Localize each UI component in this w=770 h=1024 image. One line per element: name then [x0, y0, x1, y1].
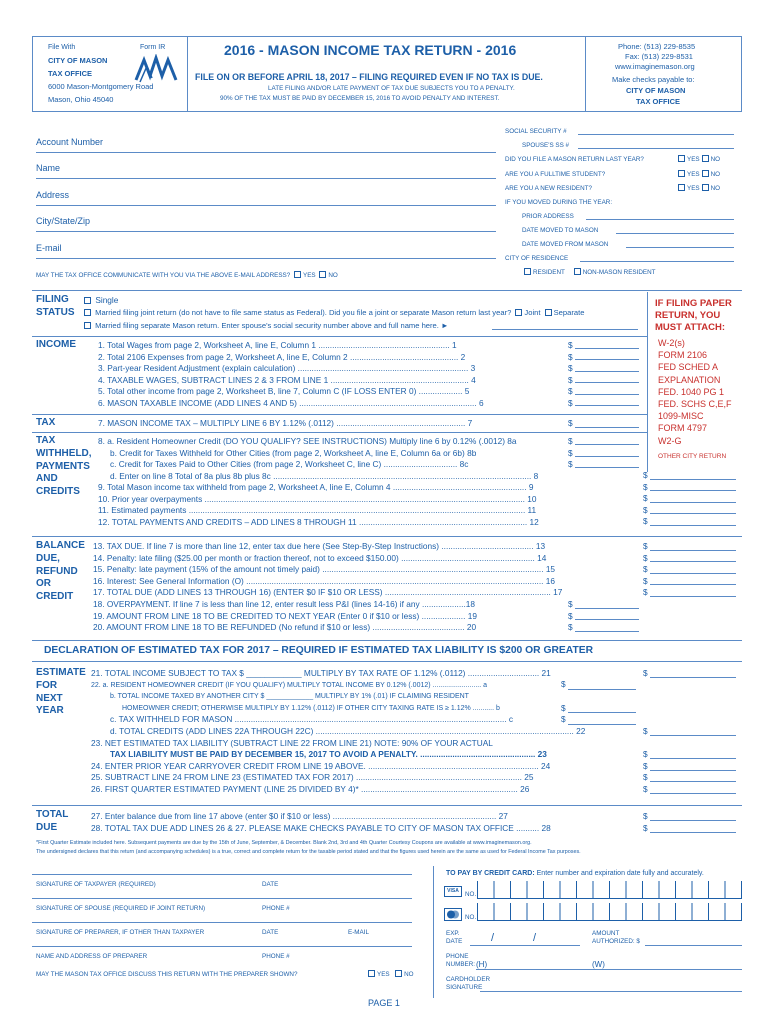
balance-label-line: CREDIT: [36, 591, 74, 603]
credits-dollar-a: $ $ $: [568, 436, 573, 469]
org-city: Mason, Ohio 45040: [48, 95, 114, 104]
student-no-checkbox[interactable]: [702, 170, 709, 177]
email-consent-question: [36, 271, 338, 279]
attach-item: FORM 4797: [658, 423, 708, 434]
amount-field[interactable]: [575, 427, 639, 428]
email-consent-yes-checkbox[interactable]: [294, 271, 301, 278]
filing-label-1: FILING: [36, 294, 69, 305]
city-field[interactable]: [36, 231, 496, 232]
estimate-line-23: 23. NET ESTIMATED TAX LIABILITY (SUBTRACT LINE 22 FROM LINE 21) NOTE: 90% OF YOUR ACTUAL: [91, 737, 493, 748]
income-label: INCOME: [36, 339, 76, 350]
resident-label: RESIDENT: [533, 269, 565, 276]
balance-dollar-b: $ $ $: [568, 599, 573, 633]
spouse-signature-label: SIGNATURE OF SPOUSE (REQUIRED IF JOINT RETURN): [36, 905, 206, 912]
student-no-label: NO: [710, 171, 721, 178]
amount-field[interactable]: [568, 689, 636, 690]
mastercard-icon: [444, 908, 462, 921]
declaration-top-line: [32, 640, 742, 641]
amount-authorized-field[interactable]: [645, 945, 742, 946]
email-consent-no-label: NO: [328, 272, 338, 279]
amount-field[interactable]: [575, 631, 639, 632]
visa-icon: VISA: [444, 886, 462, 897]
estimate-label-line: YEAR: [36, 705, 64, 717]
mason-logo-icon: [134, 54, 178, 84]
amount-field[interactable]: [575, 608, 639, 609]
balance-line-17: 17. TOTAL DUE (ADD LINES 13 THROUGH 16) (ENTER $0 IF $10 OR LESS) ........................................................................ 17: [93, 587, 563, 598]
last-year-yes-checkbox[interactable]: [678, 155, 685, 162]
preparer-signature-label: SIGNATURE OF PREPARER, IF OTHER THAN TAXPAYER: [36, 929, 205, 936]
credit-line-8a: 8. a. Resident Homeowner Credit (DO YOU QUALIFY? SEE INSTRUCTIONS) Multiply line 6 by 0.12% (.0012) 8a: [98, 436, 517, 446]
tax-label: TAX: [36, 417, 56, 428]
total-line-27: 27. Enter balance due from line 17 above (enter $0 if $10 or less) ....................................................................... 27: [91, 811, 508, 821]
income-line-5: 5. Total other income from page 2, Worksheet B, line 7, Column C (IF LOSS ENTER 0) ................... 5: [98, 386, 470, 396]
estimate-label-line: FOR: [36, 679, 58, 691]
new-resident-no-label: NO: [710, 185, 721, 192]
email-consent-no-checkbox[interactable]: [319, 271, 326, 278]
exp-date-label: [446, 930, 462, 946]
tax-dollar: $: [568, 418, 573, 428]
student-question: ARE YOU A FULLTIME STUDENT?: [505, 171, 606, 178]
footnote-declaration: The undersigned declares that this return (and accompanying schedules) is a true, correct and complete return for the taxable period stated and that the figures used herein are the same as used for Federal Income Tax purposes.: [36, 849, 581, 855]
phone-number-field[interactable]: [476, 969, 742, 970]
email-consent-yes-label: YES: [303, 272, 316, 279]
nonresident-label: NON-MASON RESIDENT: [582, 269, 656, 276]
balance-dollar-a: $ $ $ $ $: [643, 541, 648, 598]
cardholder-label-1: CARDHOLDER: [446, 976, 491, 983]
estimate-dollar-a: $: [561, 679, 566, 689]
form-title: 2016 - MASON INCOME TAX RETURN - 2016: [224, 42, 517, 58]
last-year-question: DID YOU FILE A MASON RETURN LAST YEAR?: [505, 156, 644, 163]
discuss-yes-label: YES: [377, 971, 390, 978]
student-options: [676, 170, 720, 178]
discuss-question: MAY THE MASON TAX OFFICE DISCUSS THIS RETURN WITH THE PREPARER SHOWN?: [36, 971, 298, 978]
tax-line-7: 7. MASON INCOME TAX – MULTIPLY LINE 6 BY 1.12% (.0112) ........................................................ 7: [98, 418, 473, 428]
payee-office: TAX OFFICE: [636, 97, 681, 106]
amount-field[interactable]: [650, 561, 736, 562]
balance-lines: [93, 541, 633, 634]
last-year-no-label: NO: [710, 156, 721, 163]
last-year-yes-label: YES: [687, 156, 700, 163]
header-divider-left: [187, 36, 188, 112]
account-number-field[interactable]: [36, 152, 496, 153]
student-yes-checkbox[interactable]: [678, 170, 685, 177]
phone-label-1: PHONE: [446, 953, 469, 960]
declaration-title: DECLARATION OF ESTIMATED TAX FOR 2017 – REQUIRED IF ESTIMATED TAX LIABILITY IS $200 OR GREATER: [44, 645, 594, 656]
estimate-line-22a: 22. a. RESIDENT HOMEOWNER CREDIT (IF YOU QUALIFY) MULTIPLY TOTAL INCOME BY 0.12% (.0012) ......................... a: [91, 681, 487, 689]
form-ir-label: Form IR: [140, 44, 166, 51]
credits-lines: [98, 436, 633, 528]
residence-field[interactable]: [580, 261, 734, 262]
mastercard-number-field[interactable]: [477, 903, 742, 921]
address-label: Address: [36, 190, 70, 200]
phone-work-label: (W): [592, 960, 605, 969]
deadline-note: FILE ON OR BEFORE APRIL 18, 2017 – FILING REQUIRED EVEN IF NO TAX IS DUE.: [195, 72, 543, 82]
balance-line-19: 19. AMOUNT FROM LINE 18 TO BE CREDITED TO NEXT YEAR (Enter 0 if $10 or less) ................... 19: [93, 610, 477, 621]
preparer-address-label: NAME AND ADDRESS OF PREPARER: [36, 953, 148, 960]
balance-label-line: BALANCE: [36, 540, 85, 551]
single-checkbox[interactable]: [84, 297, 91, 304]
amount-field[interactable]: [575, 359, 639, 360]
attach-heading-1: IF FILING PAPER: [655, 298, 732, 309]
filing-label-2: STATUS: [36, 307, 75, 318]
late-note-2: 90% OF THE TAX MUST BE PAID BY DECEMBER 15, 2016 TO AVOID PENALTY AND INTEREST.: [220, 95, 500, 102]
checks-payable: Make checks payable to:: [612, 75, 695, 84]
name-field[interactable]: [36, 178, 496, 179]
preparer-phone-label: PHONE #: [262, 953, 290, 960]
estimate-line-22c: c. TAX WITHHELD FOR MASON ...................................................................................................................... c: [110, 714, 514, 725]
estimate-line-24: 24. ENTER PRIOR YEAR CARRYOVER CREDIT FROM LINE 19 ABOVE. .......................................................................... 24: [91, 760, 551, 771]
balance-label: [36, 540, 85, 604]
amount-field[interactable]: [650, 490, 736, 491]
account-number-label: Account Number: [36, 137, 104, 147]
attach-heading-2: RETURN, YOU: [655, 310, 721, 321]
exp-date-field[interactable]: [470, 945, 580, 946]
visa-number-field[interactable]: [477, 881, 742, 899]
estimate-dollar-c: $: [561, 714, 566, 724]
credit-line-8b: b. Credit for Taxes Withheld for Other Cities (from page 2, Worksheet A, line E, Column 6a or 6b) 8b: [110, 447, 477, 458]
estimate-line-26: 26. FIRST QUARTER ESTIMATED PAYMENT (LINE 25 DIVIDED BY 4)* .................................................................... 26: [91, 783, 530, 794]
balance-line-20: 20. AMOUNT FROM LINE 18 TO BE REFUNDED (No refund if $10 or less) ........................................ 20: [93, 622, 477, 633]
amount-field[interactable]: [650, 677, 736, 678]
mfj-label: Married filing joint return (do not have to file same status as Federal). Did you file a joint or separate Mason return last year?: [95, 308, 512, 317]
estimate-line-22b-cont: HOMEOWNER CREDIT; OTHERWISE MULTIPLY BY 1.12% (.0112) IF OTHER CITY TAXING RATE IS ≥ 1.12% ........... b: [122, 704, 500, 712]
moved-from-label: DATE MOVED FROM MASON: [522, 241, 609, 248]
attach-item: W2-G: [658, 435, 682, 446]
estimate-line-22b: b. TOTAL INCOME TAXED BY ANOTHER CITY $ ____________ MULTIPLY BY 1% (.01) IF CLAIMING RESIDENT: [110, 693, 469, 701]
last-year-no-checkbox[interactable]: [702, 155, 709, 162]
credit-card-divider: [433, 866, 434, 998]
single-label: Single: [95, 295, 119, 305]
total-divider: [32, 805, 742, 806]
balance-line-14: 14. Penalty: late filing ($25.00 per month or fraction thereof, not to exceed $150.00) .......................................................... 14: [93, 552, 547, 563]
total-line-28: 28. TOTAL TAX DUE ADD LINES 26 & 27. PLEASE MAKE CHECKS PAYABLE TO CITY OF MASON TAX OFFICE .......... 28: [91, 823, 551, 833]
attach-item: FORM 2106: [658, 350, 708, 361]
address-field[interactable]: [36, 205, 496, 206]
amount-field[interactable]: [650, 793, 736, 794]
income-dollar-signs: $ $ $ $ $ $: [568, 340, 573, 408]
new-resident-no-checkbox[interactable]: [702, 184, 709, 191]
signature-line[interactable]: [32, 874, 412, 875]
credits-label-line: CREDITS: [36, 486, 80, 498]
residence-label: CITY OF RESIDENCE: [505, 255, 569, 262]
balance-label-line: DUE,: [36, 552, 60, 564]
new-resident-yes-label: YES: [687, 185, 700, 192]
estimate-label-line: NEXT: [36, 692, 63, 704]
new-resident-options: [676, 184, 720, 192]
amount-field[interactable]: [650, 525, 736, 526]
credits-label-line: PAYMENTS: [36, 460, 90, 472]
prior-address-label: PRIOR ADDRESS: [522, 213, 574, 220]
amount-field[interactable]: [650, 573, 736, 574]
credits-label-line: AND: [36, 473, 58, 485]
residence-options: [522, 268, 656, 276]
credit-line-8: d. Enter on line 8 Total of 8a plus 8b plus 8c ................................................................................................................ 8: [110, 470, 539, 481]
office-phone: Phone: (513) 229-8535: [618, 42, 696, 51]
spouse-phone-label: PHONE #: [262, 905, 290, 912]
page-number: PAGE 1: [368, 998, 400, 1008]
balance-line-16: 16. Interest: See General Information (O) ................................................................................................................................. 16: [93, 575, 556, 586]
section-divider: [32, 290, 742, 291]
spouse-ssn-label: SPOUSE'S SS #: [522, 142, 570, 149]
phone-home-label: (H): [476, 960, 488, 969]
resident-checkbox[interactable]: [524, 268, 531, 275]
amount-field[interactable]: [650, 832, 736, 833]
joint-label: Joint: [524, 308, 541, 317]
credit-card-heading: [446, 870, 704, 877]
signature-line[interactable]: [32, 946, 412, 947]
amount-field[interactable]: [650, 550, 736, 551]
mfs-checkbox[interactable]: [84, 322, 91, 329]
moved-to-label: DATE MOVED TO MASON: [522, 227, 599, 234]
payee-name: CITY OF MASON: [626, 86, 686, 95]
moved-from-field[interactable]: [626, 247, 734, 248]
amount-field[interactable]: [650, 596, 736, 597]
income-line-3: 3. Part-year Resident Adjustment (explain calculation) .......................................................................... 3: [98, 363, 476, 373]
estimate-label-line: ESTIMATE: [36, 667, 86, 678]
amount-field[interactable]: [650, 820, 736, 821]
amount-field[interactable]: [575, 619, 639, 620]
amount-field[interactable]: [575, 371, 639, 372]
office-website: www.imaginemason.org: [615, 62, 695, 71]
estimate-label: [36, 667, 86, 718]
credit-line-9: 9. Total Mason income tax withheld from page 2, Worksheet A, line E, Column 4 .......................................................... 9: [98, 482, 534, 492]
total-label-line: TOTAL: [36, 809, 69, 820]
taxpayer-date-label: DATE: [262, 881, 279, 888]
discuss-options: [366, 970, 414, 978]
income-line-4: 4. TAXABLE WAGES, SUBTRACT LINES 2 & 3 FROM LINE 1 ............................................................ 4: [98, 374, 476, 385]
filing-mfj-row: [82, 308, 584, 317]
moved-to-field[interactable]: [616, 233, 734, 234]
amount-field[interactable]: [575, 348, 639, 349]
attach-item: FED. 1040 PG 1: [658, 386, 725, 397]
footnote-estimate: *First Quarter Estimate included here. Subsequent payments are due by the 15th of June, September, & December. Blank 2nd, 3rd and 4th Quarter Courtesy Coupons are available at www.imaginemason.org.: [36, 840, 532, 846]
mfj-checkbox[interactable]: [84, 309, 91, 316]
estimate-line-22d: d. TOTAL CREDITS (ADD LINES 22A THROUGH 22C) ................................................................................................................ 22: [110, 725, 586, 736]
exp-label-2: DATE: [446, 938, 463, 945]
amount-label-1: AMOUNT: [592, 930, 620, 937]
mfs-label: Married filing separate Mason return. Enter spouse's social security number above and full name here. ►: [95, 321, 449, 330]
header-divider-right: [585, 36, 586, 112]
amount-label-2: AUTHORIZED: $: [592, 938, 640, 945]
estimate-lines: [91, 668, 636, 796]
credits-label-line: WITHHELD,: [36, 447, 92, 459]
attach-item: W-2(s): [658, 338, 685, 348]
attach-heading-3: MUST ATTACH:: [655, 322, 726, 333]
income-line-2: 2. Total 2106 Expenses from page 2, Worksheet A, line E, Column 2 ............................................... 2: [98, 351, 466, 362]
credit-line-10: 10. Prior year overpayments ........................................................................................................................................... 10: [98, 493, 537, 504]
amount-field[interactable]: [568, 712, 636, 713]
amount-field[interactable]: [575, 382, 639, 383]
visa-number-label: NO.: [465, 891, 477, 898]
balance-line-15: 15. Penalty: late payment (15% of the amount not timely paid) ................................................................................................ 15: [93, 564, 556, 575]
spouse-ssn-field[interactable]: [578, 148, 734, 149]
income-line-6: 6. MASON TAXABLE INCOME (ADD LINES 4 AND 5) ............................................................................. 6: [98, 397, 484, 408]
taxpayer-signature-label: SIGNATURE OF TAXPAYER (REQUIRED): [36, 881, 156, 888]
org-office: TAX OFFICE: [48, 69, 93, 78]
filing-mfs-row: [82, 321, 449, 330]
filing-single-row: [82, 295, 118, 305]
estimate-dollar-23-26: $ $ $ $: [643, 749, 648, 794]
declaration-bottom-line: [32, 661, 742, 662]
balance-line-18: 18. OVERPAYMENT. If line 7 is less than line 12, enter result less P&I (lines 14-16) if any ...................18: [93, 598, 475, 609]
preparer-email-label: E-MAIL: [348, 929, 369, 936]
email-label: E-mail: [36, 243, 62, 253]
moved-question: IF YOU MOVED DURING THE YEAR:: [505, 199, 613, 206]
name-label: Name: [36, 163, 61, 173]
attach-divider: [647, 292, 648, 472]
total-label-line: DUE: [36, 821, 58, 833]
exp-slash-2: /: [533, 932, 537, 944]
estimate-line-21: 21. TOTAL INCOME SUBJECT TO TAX $ ____________ MULTIPLY BY TAX RATE OF 1.12% (.0112) ............................... 21: [91, 668, 551, 678]
income-lines: [98, 340, 550, 409]
attach-item: FED. SCHS C,E,F: [658, 399, 732, 410]
file-with-label: File With: [48, 44, 76, 51]
balance-divider: [32, 536, 742, 537]
credit-line-11: 11. Estimated payments .................................................................................................................................................. 11: [98, 505, 537, 515]
discuss-no-label: NO: [404, 971, 414, 978]
balance-line-13: 13. TAX DUE. If line 7 is more than line 12, enter tax due here (See Step-By-Step Instructions) ........................................ 13: [93, 541, 546, 551]
amount-field[interactable]: [575, 394, 639, 395]
cardholder-signature-label: [446, 976, 490, 992]
phone-label-2: NUMBER:: [446, 961, 476, 968]
estimate-line-25: 25. SUBTRACT LINE 24 FROM LINE 23 (ESTIMATED TAX FOR 2017) ........................................................................ 25: [91, 772, 534, 783]
tax-divider: [32, 414, 647, 415]
office-fax: Fax: (513) 229-8531: [625, 52, 693, 61]
estimate-dollar-22: $: [643, 726, 648, 736]
mastercard-number-label: NO.: [465, 914, 477, 921]
estimate-dollar-b: $: [561, 703, 566, 713]
joint-checkbox[interactable]: [515, 309, 522, 316]
city-label: City/State/Zip: [36, 216, 91, 226]
amount-field[interactable]: [575, 467, 639, 468]
discuss-no-checkbox[interactable]: [395, 970, 402, 977]
new-resident-yes-checkbox[interactable]: [678, 184, 685, 191]
cardholder-label-2: SIGNATURE: [446, 984, 483, 991]
org-name: CITY OF MASON: [48, 56, 108, 65]
credits-label: [36, 435, 92, 499]
amount-field[interactable]: [568, 724, 636, 725]
estimate-dollar-21: $: [643, 668, 648, 678]
credits-label-line: TAX: [36, 435, 56, 446]
credit-card-instructions: Enter number and expiration date fully and accurately.: [536, 870, 704, 877]
balance-label-line: REFUND: [36, 565, 78, 577]
credit-card-title: TO PAY BY CREDIT CARD:: [446, 870, 535, 877]
amount-field[interactable]: [650, 735, 736, 736]
prior-address-field[interactable]: [586, 219, 734, 220]
balance-label-line: OR: [36, 578, 51, 590]
org-address: 6000 Mason-Montgomery Road: [48, 82, 154, 91]
attach-item: FED SCHED A: [658, 362, 719, 373]
amount-field[interactable]: [575, 405, 639, 406]
cardholder-signature-field[interactable]: [480, 991, 742, 992]
student-yes-label: YES: [687, 171, 700, 178]
amount-field[interactable]: [650, 584, 736, 585]
separate-label: Separate: [553, 308, 585, 317]
amount-field[interactable]: [650, 513, 736, 514]
total-label: [36, 809, 68, 835]
amount-field[interactable]: [650, 502, 736, 503]
total-dollars: $ $: [643, 811, 648, 833]
nonresident-checkbox[interactable]: [574, 268, 581, 275]
amount-field[interactable]: [650, 758, 736, 759]
discuss-yes-checkbox[interactable]: [368, 970, 375, 977]
income-divider: [32, 336, 647, 337]
amount-field[interactable]: [575, 456, 639, 457]
last-year-options: [676, 155, 720, 163]
email-field[interactable]: [36, 258, 496, 259]
credits-dollar-b: $ $ $ $ $: [643, 470, 648, 526]
credits-divider: [32, 432, 647, 433]
total-lines: [91, 810, 636, 834]
email-consent-text: MAY THE TAX OFFICE COMMUNICATE WITH YOU VIA THE ABOVE E-MAIL ADDRESS?: [36, 272, 291, 279]
exp-slash-1: /: [491, 932, 495, 944]
signature-line[interactable]: [32, 922, 412, 923]
amount-field[interactable]: [650, 770, 736, 771]
amount-field[interactable]: [650, 781, 736, 782]
attach-other-city: OTHER CITY RETURN: [658, 453, 727, 460]
attach-item: EXPLANATION: [658, 374, 721, 385]
attach-list: [658, 337, 732, 447]
preparer-date-label: DATE: [262, 929, 279, 936]
attach-item: 1099-MISC: [658, 411, 704, 422]
amount-field[interactable]: [650, 479, 736, 480]
credit-line-12: 12. TOTAL PAYMENTS AND CREDITS – ADD LINES 8 THROUGH 11 ......................................................................... 12: [98, 516, 539, 527]
income-line-1: 1. Total Wages from page 2, Worksheet A, line E, Column 1 ......................................................... 1: [98, 340, 457, 350]
amount-field[interactable]: [575, 444, 639, 445]
separate-checkbox[interactable]: [545, 309, 552, 316]
late-note-1: LATE FILING AND/OR LATE PAYMENT OF TAX DUE SUBJECTS YOU TO A PENALTY.: [268, 85, 515, 92]
spouse-name-field[interactable]: [492, 329, 638, 330]
exp-label-1: EXP.: [446, 930, 460, 937]
ssn-field[interactable]: [578, 134, 734, 135]
credit-line-8c: c. Credit for Taxes Paid to Other Cities (from page 2, Worksheet C, line C) ................................ 8c: [110, 459, 469, 469]
estimate-line-23-cont: TAX LIABILITY MUST BE PAID BY DECEMBER 15, 2017 TO AVOID A PENALTY. .................................................. 23: [110, 749, 547, 760]
ssn-label: SOCIAL SECURITY #: [505, 128, 567, 135]
signature-line[interactable]: [32, 898, 412, 899]
amount-authorized-label: [592, 930, 640, 946]
new-resident-question: ARE YOU A NEW RESIDENT?: [505, 185, 593, 192]
phone-number-label: [446, 953, 475, 969]
